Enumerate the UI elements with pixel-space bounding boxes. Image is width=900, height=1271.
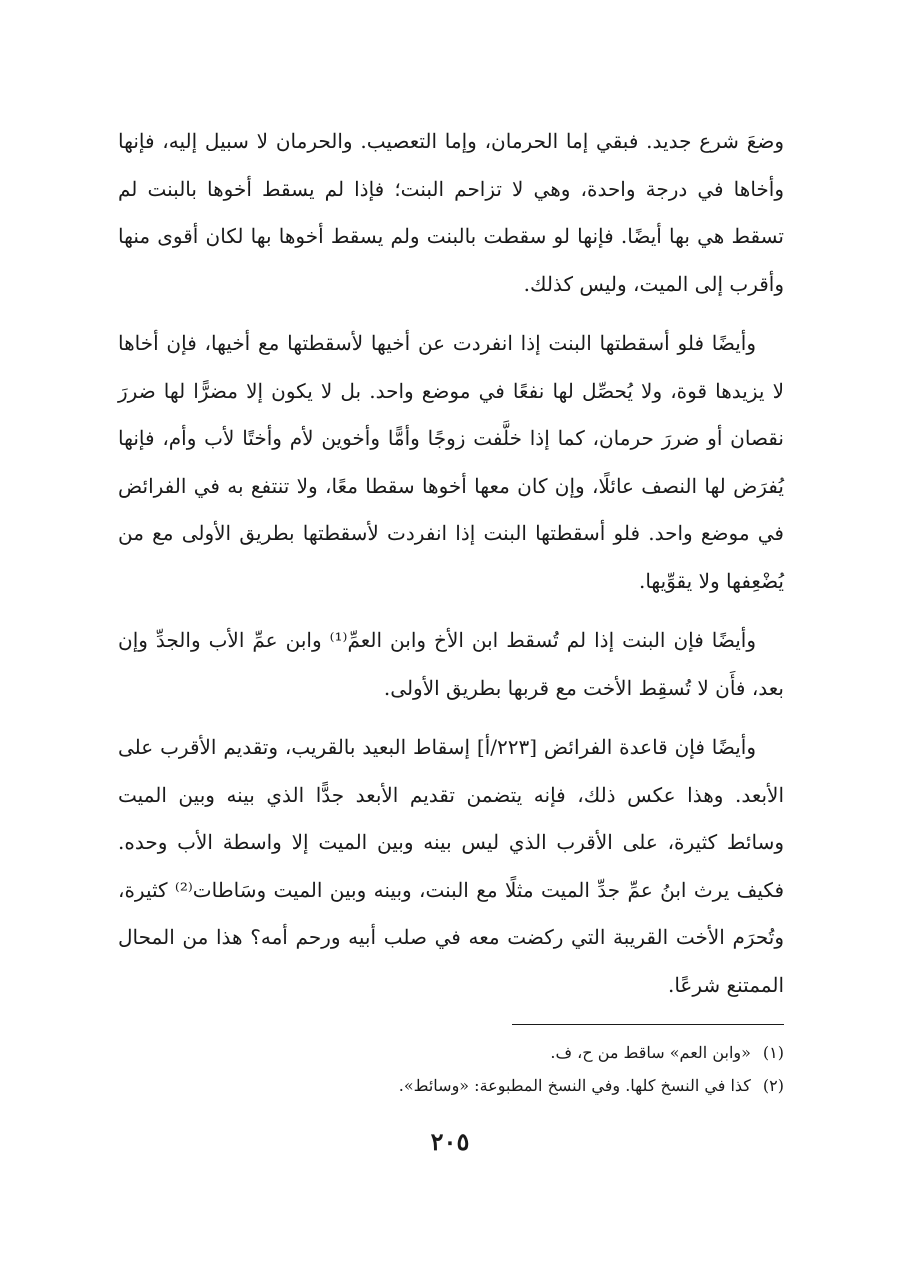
footnote-2 [118,1069,784,1102]
footnote-separator [512,1024,784,1025]
footnote-2-number: (٢) [762,1076,784,1095]
page-number: ٢٠٥ [430,1127,470,1156]
footnotes [118,1036,784,1102]
footnote-2-text: كذا في النسخ كلها. وفي النسخ المطبوعة: «وسائط». [398,1076,751,1095]
paragraph-2: وأيضًا فلو أسقطتها البنت إذا انفردت عن أخيها لأسقطتها مع أخيها، فإن أخاها لا يزيدها قوة، ولا يُحصِّل لها نفعًا في موضع واحد. بل لا يكون إلا مضرًّا لها ضررَ نقصان أو ضررَ حرمان، كما إذا خلَّفت زوجًا وأمًّا وأخوين لأم وأختًا لأب وأم، فإنها يُفرَض لها النصف عائلًا، وإن كان معها أخوها سقطا معًا، ولا تنتفع به في الفرائض في موضع واحد. فلو أسقطتها البنت إذا انفردت لأسقطتها بطريق الأولى مع من يُضْعِفها ولا يقوِّيها. [118,331,784,593]
main-text [118,118,784,1021]
footnote-1-text: «وابن العم» ساقط من ح، ف. [550,1043,751,1062]
paragraph-4: وأيضًا فإن قاعدة الفرائض [٢٢٣/أ] إسقاط البعيد بالقريب، وتقديم الأقرب على الأبعد. وهذا عكس ذلك، فإنه يتضمن تقديم الأبعد جدًّا الذي بينه وبين الميت وسائط كثيرة، على الأقرب الذي ليس بينه وبين الميت إلا واسطة الأب وحده. فكيف يرث ابنُ عمِّ جدِّ الميت مثلًا مع البنت، وبينه وبين الميت وسَاطات⁽²⁾ كثيرة، وتُحرَم الأخت القريبة التي ركضت معه في صلب أبيه ورحم أمه؟ هذا من المحال الممتنع شرعًا. [118,735,784,997]
footnote-1-number: (١) [762,1043,784,1062]
paragraph-1: وضعَ شرع جديد. فبقي إما الحرمان، وإما التعصيب. والحرمان لا سبيل إليه، فإنها وأخاها في درجة واحدة، وهي لا تزاحم البنت؛ فإذا لم يسقط أخوها بالبنت لم تسقط هي بها أيضًا. فإنها لو سقطت بالبنت ولم يسقط أخوها بها لكان أقوى منها وأقرب إلى الميت، وليس كذلك. [118,129,784,296]
paragraph-3: وأيضًا فإن البنت إذا لم تُسقط ابن الأخ وابن العمِّ⁽¹⁾ وابن عمِّ الأب والجدِّ وإن بعد، فأَن لا تُسقِط الأخت مع قربها بطريق الأولى. [118,628,784,700]
footnote-1 [118,1036,784,1069]
